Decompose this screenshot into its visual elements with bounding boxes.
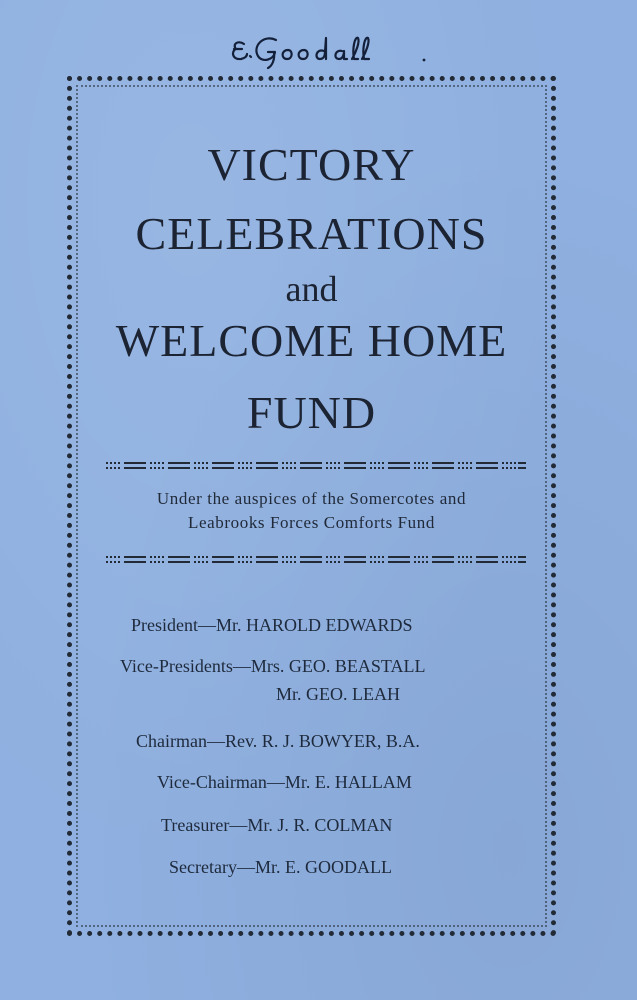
title-and: and (285, 269, 338, 309)
officer-name: Mr. E. HALLAM (284, 772, 412, 792)
officer-name: Mr. HAROLD EDWARDS (216, 615, 413, 635)
officer-separator: — (266, 772, 285, 792)
title-fund: FUND (246, 387, 377, 438)
title-celebrations: CELEBRATIONS (135, 208, 488, 259)
auspices-line-2: Leabrooks Forces Comforts Fund (187, 513, 435, 532)
title-victory: VICTORY (207, 139, 416, 190)
officer-role: Secretary (169, 857, 237, 877)
officer-secretary (169, 857, 392, 878)
officer-role: Vice-Chairman (157, 772, 267, 792)
ornamental-divider-top (106, 462, 526, 469)
title-welcome-home: WELCOME HOME (115, 315, 508, 366)
officer-separator: — (206, 731, 225, 751)
officer-president (131, 615, 413, 636)
officer-treasurer (161, 815, 392, 836)
officer-vice-president-2 (276, 684, 400, 705)
officer-separator: — (236, 857, 255, 877)
officer-name: Mr. E. GOODALL (254, 857, 392, 877)
officer-role: Chairman (136, 731, 207, 751)
officer-name: Mrs. GEO. BEASTALL (250, 656, 426, 676)
officer-vice-chairman (157, 772, 412, 793)
officer-name: Rev. R. J. BOWYER, B.A. (224, 731, 420, 751)
auspices-line-1: Under the auspices of the Somercotes and (156, 489, 467, 508)
officer-vice-presidents (120, 656, 425, 677)
officer-role: Treasurer (161, 815, 230, 835)
officer-separator: — (198, 615, 216, 635)
officer-role: President (131, 615, 198, 635)
ornamental-divider-bottom (106, 556, 526, 563)
officer-name: Mr. J. R. COLMAN (247, 815, 393, 835)
officer-chairman (136, 731, 420, 752)
officer-separator: — (229, 815, 248, 835)
officer-separator: — (232, 656, 251, 676)
handwritten-signature (228, 30, 438, 72)
auspices-note (67, 487, 556, 535)
officer-role: Vice-Presidents (120, 656, 233, 676)
officer-name: Mr. GEO. LEAH (276, 684, 400, 704)
